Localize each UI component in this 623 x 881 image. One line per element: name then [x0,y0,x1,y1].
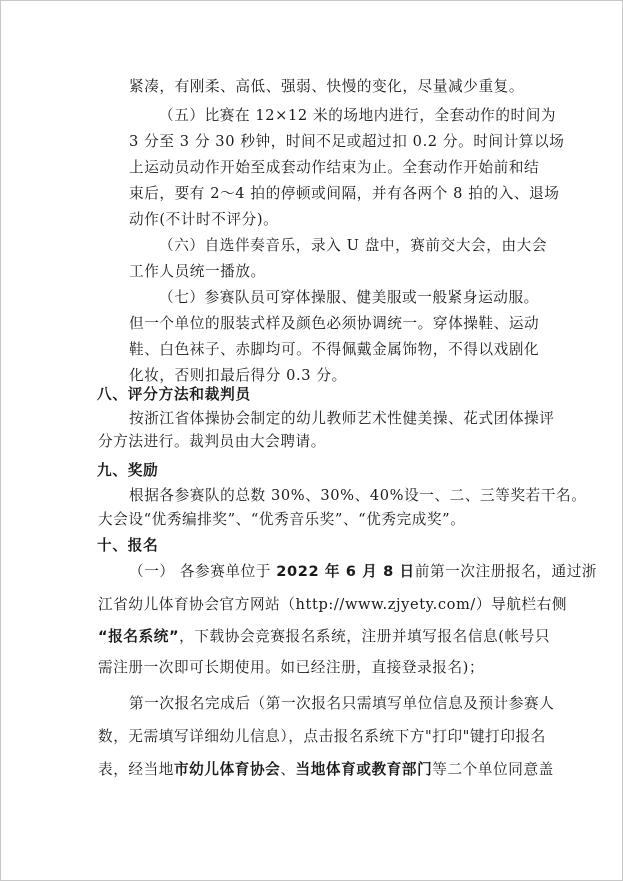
text-run: 前第一次注册报名，通过浙 [414,563,598,580]
text-run: 表，经当地 [98,761,174,778]
paragraph-line: 根据各参赛队的总数 30%、30%、40%设一、二、三等奖若干名。 [129,487,587,504]
section-heading-8: 八、评分方法和裁判员 [97,386,251,403]
emphasis-dept: 当地体育或教育部门 [295,761,433,778]
text-run: （一） 各参赛单位于 [129,563,277,580]
paragraph-line: 第一次报名完成后（第一次报名只需填写单位信息及预计参赛人 [129,695,555,712]
paragraph-line: （五）比赛在 12×12 米的场地内进行，全套动作的时间为 [159,107,557,124]
paragraph-line: 分方法进行。裁判员由大会聘请。 [98,433,326,450]
emphasis-org: 市幼儿体育协会 [173,761,281,778]
paragraph-line: 3 分至 3 分 30 秒钟，时间不足或超过扣 0.2 分。时间计算以场 [129,133,565,150]
text-run: ，下载协会竞赛报名系统，注册并填写报名信息(帐号只 [179,628,551,645]
text-run: 、 [280,761,296,778]
paragraph-line: 动作(不计时不评分)。 [129,211,279,228]
paragraph-line: 工作人员统一播放。 [129,263,266,280]
paragraph-line: （七）参赛队员可穿体操服、健美服或一般紧身运动服。 [159,289,539,306]
section-heading-10: 十、报名 [97,537,159,554]
paragraph-line: 束后，要有 2～4 拍的停顿或间隔，并有各两个 8 拍的入、退场 [129,185,560,202]
paragraph-line: 需注册一次即可长期使用。如已经注册，直接登录报名)； [98,659,485,676]
paragraph-line: 上运动员动作开始至成套动作结束为止。全套动作开始前和结 [129,159,540,176]
section-heading-9: 九、奖励 [97,462,159,479]
paragraph-line: 紧凑，有刚柔、高低、强弱、快慢的变化，尽量减少重复。 [129,78,525,95]
paragraph-line: 江省幼儿体育协会官方网站（http://www.zjyety.com/）导航栏右侧 [98,596,568,613]
text-run: 等二个单位同意盖 [432,761,554,778]
paragraph-line: 按浙江省体操协会制定的幼儿教师艺术性健美操、花式团体操评 [129,410,555,427]
paragraph-line: 化妆，否则扣最后得分 0.3 分。 [129,367,347,384]
paragraph-line [129,562,597,582]
paragraph-line: （六）自选伴奏音乐，录入 U 盘中，赛前交大会，由大会 [159,237,548,254]
deadline-date: 2022 年 6 月 8 日 [276,563,415,580]
paragraph-line: 大会设“优秀编排奖”、“优秀音乐奖”、“优秀完成奖”。 [98,511,466,528]
paragraph-line [98,627,550,647]
paragraph-line: 但一个单位的服装式样及颜色必须协调统一。穿体操鞋、运动 [129,315,540,332]
paragraph-line: 数，无需填写详细幼儿信息），点击报名系统下方"打印"键打印报名 [98,728,546,745]
paragraph-line: 鞋、白色袜子、赤脚均可。不得佩戴金属饰物，不得以戏剧化 [129,341,540,358]
paragraph-line [98,760,554,780]
registration-system-label: “报名系统” [98,628,180,645]
